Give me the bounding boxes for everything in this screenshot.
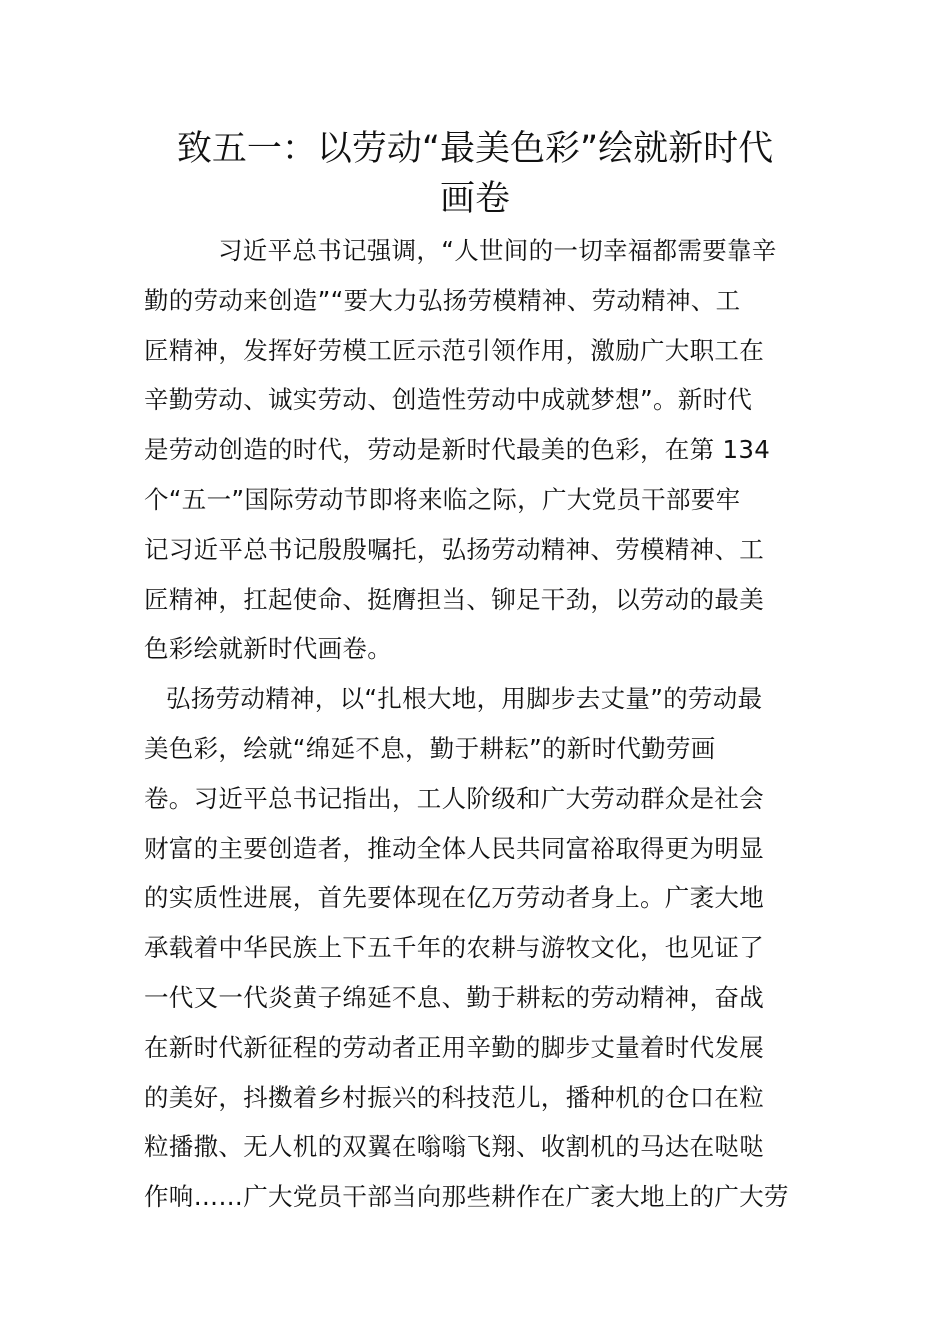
paragraph-2 (144, 674, 806, 1222)
paragraph-line: 习近平总书记强调，“人世间的一切幸福都需要靠辛 (218, 236, 777, 265)
paragraph-line: 个“五一”国际劳动节即将来临之际，广大党员干部要牢 (144, 484, 741, 514)
document-body (144, 226, 806, 1222)
title-line: 画卷 (439, 179, 510, 219)
paragraph-1 (144, 226, 806, 674)
paragraph-line: 弘扬劳动精神，以“扎根大地，用脚步去丈量”的劳动最 (166, 684, 763, 714)
paragraph-line: 的实质性进展，首先要体现在亿万劳动者身上。广袤大地 (144, 883, 764, 913)
paragraph-line: 承载着中华民族上下五千年的农耕与游牧文化，也见证了 (144, 933, 764, 963)
paragraph-line: 记习近平总书记殷殷嘱托，弘扬劳动精神、劳模精神、工 (144, 534, 764, 564)
paragraph-line: 匠精神，发挥好劳模工匠示范引领作用，激励广大职工在 (144, 335, 764, 365)
paragraph-line: 是劳动创造的时代，劳动是新时代最美的色彩，在第 134 (144, 435, 771, 465)
paragraph-line: 辛勤劳动、诚实劳动、创造性劳动中成就梦想”。新时代 (144, 385, 753, 415)
paragraph-line: 美色彩，绘就“绵延不息，勤于耕耘”的新时代勤劳画 (144, 733, 716, 763)
title-line: 致五一：以劳动“最美色彩”绘就新时代 (176, 129, 774, 169)
paragraph-line: 财富的主要创造者，推动全体人民共同富裕取得更为明显 (144, 833, 764, 863)
paragraph-line: 匠精神，扛起使命、挺膺担当、铆足干劲，以劳动的最美 (144, 584, 764, 614)
paragraph-line: 勤的劳动来创造”“要大力弘扬劳模精神、劳动精神、工 (144, 285, 741, 315)
paragraph-line: 卷。习近平总书记指出，工人阶级和广大劳动群众是社会 (144, 783, 764, 813)
document-title (140, 124, 810, 224)
paragraph-line: 色彩绘就新时代画卷。 (144, 634, 392, 664)
paragraph-line: 作响……广大党员干部当向那些耕作在广袤大地上的广大劳 (144, 1182, 789, 1212)
paragraph-line: 的美好，抖擞着乡村振兴的科技范儿，播种机的仓口在粒 (144, 1082, 764, 1112)
paragraph-line: 一代又一代炎黄子绵延不息、勤于耕耘的劳动精神，奋战 (144, 982, 764, 1012)
paragraph-line: 粒播撒、无人机的双翼在嗡嗡飞翔、收割机的马达在哒哒 (144, 1132, 764, 1162)
paragraph-line: 在新时代新征程的劳动者正用辛勤的脚步丈量着时代发展 (144, 1032, 764, 1062)
